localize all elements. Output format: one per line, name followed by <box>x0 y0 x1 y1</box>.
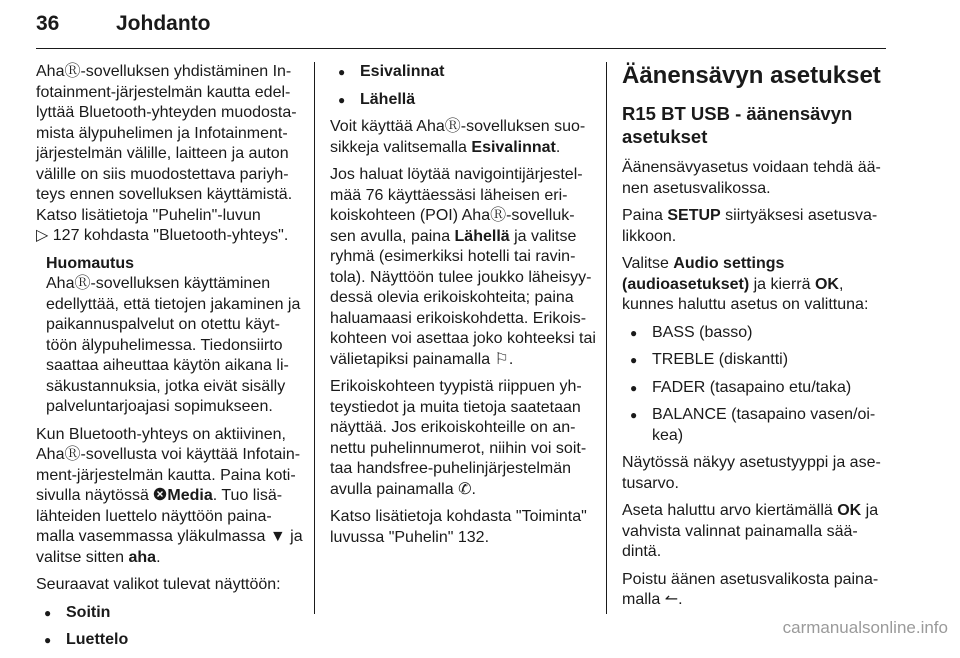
text-line <box>330 227 592 248</box>
text-line: taa handsfree-puhelinjärjestelmän <box>330 460 572 477</box>
text-line: töön älypuhelimessa. Tiedonsiirto <box>46 336 283 354</box>
paragraph <box>36 425 303 569</box>
text-fragment: sen avulla, paina <box>330 227 455 245</box>
paragraph <box>330 117 592 158</box>
note-title: Huomautus <box>46 254 134 272</box>
text-fragment: , kunnes haluttu asetus on valittuna: <box>622 275 869 313</box>
column-3 <box>622 62 886 618</box>
text-fragment: välietapiksi painamalla <box>330 350 491 368</box>
text-line: palveluntarjoajasi sopimukseen. <box>46 398 273 415</box>
text-line: kohteen voi asettaa joko kohteeksi tai <box>330 330 596 347</box>
column-1 <box>36 62 303 658</box>
text-line: AhaⓇ-sovelluksen yhdistäminen In- <box>36 63 292 80</box>
text-line: ryhmä (esimerkiksi hotelli tai ravin- <box>330 248 576 265</box>
text-line: välille on siis muodostettava pariyh- <box>36 165 289 183</box>
text-line: Erikoiskohteen tyypistä riippuen yh- <box>330 378 582 395</box>
aha-label: aha <box>128 548 157 566</box>
text-line: Voit käyttää AhaⓇ-sovelluksen suo- <box>330 118 586 135</box>
text-line: AhaⓇ-sovellusta voi käyttää Infotain- <box>36 446 301 463</box>
bold-term: SETUP <box>667 207 721 224</box>
text-line: koiskohteen (POI) AhaⓇ-sovelluk- <box>330 207 575 224</box>
bullet-item: ● Soitin <box>36 603 298 624</box>
text-fragment: ja vahvista valinnat painamalla sää-dintä. <box>622 502 879 560</box>
text-line: dessä olevia erikoiskohteita; paina <box>330 289 574 306</box>
bold-term: Lähellä <box>454 227 510 245</box>
paragraph <box>330 377 592 500</box>
page-number: 36 <box>36 12 60 35</box>
text-line: Kun Bluetooth-yhteys on aktiivinen, <box>36 425 286 443</box>
text-line: säkustannuksia, jotka eivät sisälly <box>46 377 286 395</box>
text-line: ment-järjestelmän kautta. Paina koti- <box>36 466 296 484</box>
text-line <box>36 548 298 569</box>
text-line: järjestelmän välille, laitteen ja auton <box>36 145 289 162</box>
paragraph <box>330 165 596 370</box>
text-line: saattaa aiheuttaa käytön aikana li- <box>46 357 289 374</box>
bold-term: OK <box>814 275 839 293</box>
paragraph: Seuraavat valikot tulevat näyttöön: <box>36 576 281 593</box>
paragraph <box>36 62 298 247</box>
page-reference-icon: ▷ <box>36 227 49 244</box>
bold-term: OK <box>837 502 862 519</box>
text-line <box>36 486 298 507</box>
text-fragment: sivulla näytössä <box>36 487 154 504</box>
text-line: Katso lisätietoja "Puhelin"-luvun <box>36 206 261 224</box>
paragraph: Äänensävyasetus voidaan tehdä ää-nen asetusvalikossa. <box>622 159 881 197</box>
page-reference[interactable]: luvussa "Puhelin" 132. <box>330 528 490 546</box>
text-fragment: avulla painamalla <box>330 480 454 498</box>
column-2 <box>330 62 596 555</box>
paragraph <box>330 507 592 548</box>
media-label: Media <box>167 487 213 504</box>
bold-term: Audio settings (audioasetukset) <box>622 255 785 293</box>
text-fragment: sikkeja valitsemalla <box>330 138 472 156</box>
paragraph <box>622 206 886 247</box>
text-fragment: ja kierrä <box>749 275 815 293</box>
text-line: teystiedot ja muita tietoja saatetaan <box>330 398 581 416</box>
text-fragment: Poistu äänen asetusvalikosta paina-malla <box>622 570 879 608</box>
text-line: AhaⓇ-sovelluksen käyttäminen <box>46 275 271 292</box>
media-icon <box>153 486 167 507</box>
chapter-title: Johdanto <box>116 12 211 35</box>
text-line: mista älypuhelimen ja Infotainment- <box>36 124 288 142</box>
page-reference[interactable]: 127 kohdasta "Bluetooth-yhteys". <box>52 227 289 244</box>
text-line <box>36 226 298 247</box>
text-line: teys ennen sovelluksen käyttämistä. <box>36 186 293 203</box>
note-box <box>46 254 301 418</box>
paragraph <box>622 501 886 563</box>
text-fragment: . <box>156 548 161 566</box>
text-fragment: Aseta haluttu arvo kiertämällä <box>622 502 838 519</box>
text-line: Katso lisätietoja kohdasta "Toiminta" <box>330 508 587 525</box>
bold-term: Esivalinnat <box>471 138 556 156</box>
text-fragment: Paina <box>622 207 668 224</box>
text-line: malla vasemmassa yläkulmassa ▼ ja <box>36 528 303 545</box>
bullet-item: ● Luettelo <box>36 630 298 651</box>
bullet-item: ● Esivalinnat <box>330 62 592 83</box>
text-fragment: Valitse <box>622 255 674 272</box>
text-line: lähteiden luettelo näyttöön paina- <box>36 507 272 525</box>
paragraph: Näytössä näkyy asetustyyppi ja ase-tusarvo. <box>622 454 881 492</box>
page-header <box>36 10 886 50</box>
paragraph <box>622 254 886 316</box>
subsection-heading: R15 BT USB - äänensävyn asetukset <box>622 103 853 147</box>
text-fragment: ja valitse <box>509 227 577 245</box>
flag-icon: ⚐ <box>494 350 509 368</box>
text-fragment: . <box>555 138 561 156</box>
text-line: haluamaasi erikoiskohdetta. Erikois- <box>330 309 587 327</box>
text-line: Jos haluat löytää navigointijärjestel- <box>330 166 583 183</box>
text-line: nettu puhelinnumerot, niihin voi soit- <box>330 439 587 457</box>
header-rule <box>36 48 886 49</box>
text-fragment: siirtyäksesi asetusva-likkoon. <box>622 207 878 245</box>
column-divider <box>314 62 315 614</box>
bullet-item: ● Lähellä <box>330 90 592 111</box>
text-line: tola). Näyttöön tulee joukko läheisyy- <box>330 268 592 286</box>
bullet-item: ● TREBLE (diskantti) <box>622 350 886 371</box>
text-line: lyttää Bluetooth-yhteyden muodosta- <box>36 104 297 121</box>
paragraph: Poistu äänen asetusvalikosta paina-malla ↼. <box>622 570 886 611</box>
bullet-item: ● FADER (tasapaino etu/taka) <box>622 378 886 399</box>
watermark: carmanualsonline.info <box>782 618 948 637</box>
back-icon: ↼ <box>664 591 679 608</box>
bullet-item: ● BALANCE (tasapaino vasen/oi-kea) <box>622 405 886 446</box>
text-line <box>330 138 592 159</box>
text-fragment: . Tuo lisä- <box>212 487 283 504</box>
text-fragment: valitse sitten <box>36 548 129 566</box>
text-line: avulla painamalla ✆. <box>330 480 592 501</box>
section-heading: Äänensävyn asetukset <box>622 62 881 89</box>
text-line: välietapiksi painamalla ⚐. <box>330 350 592 371</box>
text-line: fotainment-järjestelmän kautta edel- <box>36 83 291 101</box>
column-divider <box>606 62 607 614</box>
text-line: näyttää. Jos erikoiskohteille on an- <box>330 419 576 436</box>
text-line: mää 76 käyttäessäsi läheisen eri- <box>330 186 568 204</box>
text-line: edellyttää, että tietojen jakaminen ja <box>46 295 301 313</box>
bullet-item: ● BASS (basso) <box>622 323 886 344</box>
text-line: paikannuspalvelut on otettu käyt- <box>46 316 280 333</box>
phone-icon: ✆ <box>458 480 472 498</box>
